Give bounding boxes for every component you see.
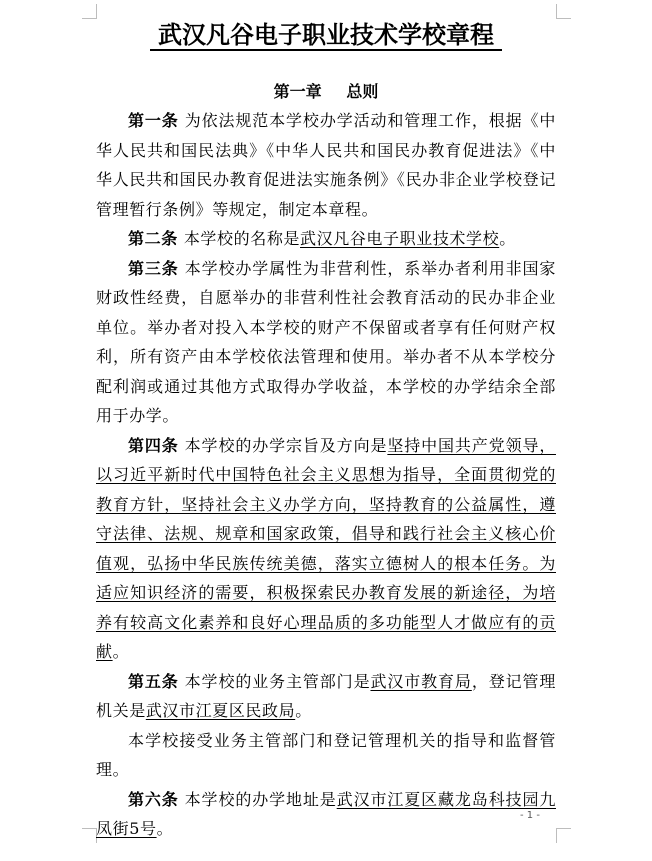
article-label: 第二条 — [128, 229, 178, 248]
article-label: 第一条 — [128, 111, 179, 130]
article-1 — [96, 106, 556, 224]
registration-authority: 武汉市江夏区民政局 — [145, 701, 296, 720]
document-title-text: 武汉凡谷电子职业技术学校章程 — [150, 21, 502, 51]
article-text: 。 — [112, 642, 130, 661]
document-body — [96, 106, 556, 844]
article-label: 第三条 — [128, 258, 179, 278]
article-text: 本学校的业务主管部门是 — [184, 671, 371, 691]
article-text: 本学校的名称是 — [183, 229, 301, 248]
article-text: 本学校的办学地址是 — [184, 789, 337, 809]
article-text: 本学校的办学宗旨及方向是 — [184, 435, 388, 455]
chapter-heading: 第一章 总则 — [273, 82, 379, 101]
article-label: 第五条 — [128, 671, 179, 691]
article-text: 为依法规范本学校办学活动和管理工作，根据《中华人民共和国民法典》《中华人民共和国民办教育促进法》《中华人民共和国民办教育促进法实施条例》《民办非企业学校登记管理暂行条例》等规定，制定本章程。 — [96, 111, 556, 219]
crop-mark-top-right — [556, 4, 571, 19]
article-label: 第六条 — [128, 789, 179, 809]
school-address: 武汉市江夏区藏龙岛科技园九凤街5号 — [96, 789, 556, 838]
article-2 — [96, 224, 556, 254]
article-text: 。 — [295, 701, 312, 720]
article-text: 本学校办学属性为非营利性，系举办者利用非国家财政性经费，自愿举办的非营利性社会教育活动的民办非企业单位。举办者对投入本学校的财产不保留或者享有任何财产权利，所有资产由本学校依法管理和使用。举办者不从本学校分配利润或通过其他方式取得办学收益，本学校的办学结余全部用于办学。 — [96, 258, 556, 425]
article-text: 。 — [156, 819, 174, 838]
crop-mark-bottom-left — [82, 828, 97, 843]
article-label: 第四条 — [128, 435, 179, 455]
article-text: ，登记管理机关是 — [96, 671, 556, 720]
document-title — [96, 18, 556, 52]
article-3 — [96, 254, 556, 431]
article-4 — [96, 431, 556, 667]
article-6 — [96, 785, 556, 844]
page-number: - 1 - — [520, 810, 540, 821]
school-mission: 坚持中国共产党领导，以习近平新时代中国特色社会主义思想为指导，全面贯彻党的教育方针，坚持社会主义办学方向，坚持教育的公益属性，遵守法律、法规、规章和国家政策，倡导和践行社会主义核心价值观，弘扬中华民族传统美德，落实立德树人的根本任务。为适应知识经济的需要，积极探索民办教育发展的新途径，为培养有较高文化素养和良好心理品质的多功能型人才做应有的贡献 — [96, 435, 556, 661]
crop-mark-top-left — [82, 4, 97, 19]
article-5-paragraph-2: 本学校接受业务主管部门和登记管理机关的指导和监督管理。 — [96, 730, 556, 779]
crop-mark-bottom-right — [556, 828, 571, 843]
article-5 — [96, 667, 556, 726]
article-text: 。 — [499, 229, 516, 248]
school-name: 武汉凡谷电子职业技术学校 — [300, 229, 500, 248]
supervising-department: 武汉市教育局 — [370, 671, 472, 691]
